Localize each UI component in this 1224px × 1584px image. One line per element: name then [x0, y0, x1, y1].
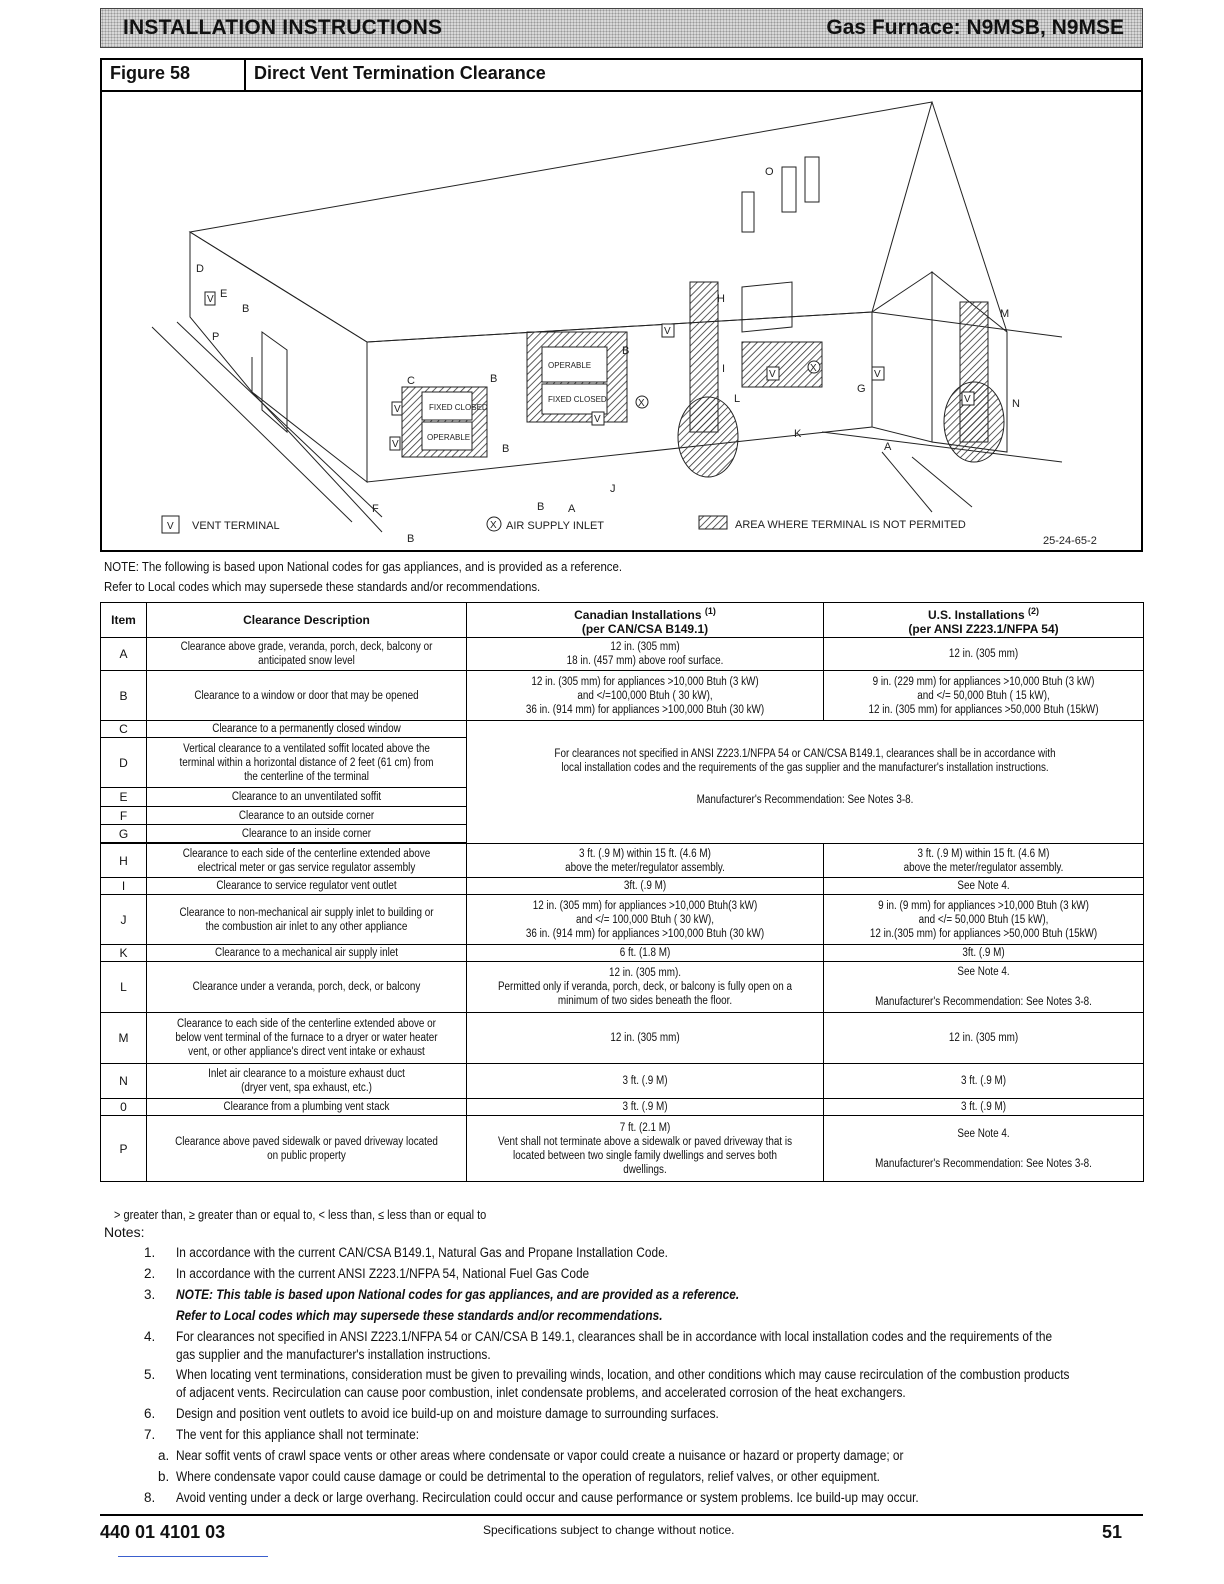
- table-row: F Clearance to an outside corner: [101, 807, 1144, 825]
- vent-mark-2: V: [394, 404, 401, 415]
- vent-mark-5: V: [594, 414, 601, 425]
- dim-label-a-right: A: [884, 441, 892, 453]
- dim-label-h: H: [717, 293, 725, 305]
- dim-label-d: D: [196, 263, 204, 275]
- vent-mark-6: V: [769, 369, 776, 380]
- dim-label-c: C: [407, 375, 415, 387]
- note-5a: When locating vent terminations, consideration must be given to prevailing winds, location, and other conditions which may cause recirculation of the combustion products: [176, 1367, 1070, 1382]
- document-number: 440 01 4101 03: [100, 1522, 226, 1542]
- note-6: Design and position vent outlets to avoid ice build-up on and moisture damage to surrounding surfaces.: [176, 1406, 719, 1421]
- dim-label-i: I: [722, 363, 726, 375]
- note-1: In accordance with the current CAN/CSA B149.1, Natural Gas and Propane Installation Code.: [176, 1245, 668, 1260]
- figure-box: [100, 58, 1143, 552]
- table-row: G Clearance to an inside corner: [101, 825, 1144, 843]
- dim-label-j: J: [610, 483, 616, 495]
- note-7: The vent for this appliance shall not terminate:: [176, 1427, 420, 1442]
- table-row: D Vertical clearance to a ventilated soffit located above the terminal within a horizontal distance of 2 feet (61 cm) from the centerline of the terminal: [101, 738, 1144, 788]
- note-num: a.: [158, 1448, 170, 1463]
- header-can: Canadian Installations $^{(1)}$ (per CAN/CSA B149.1): [467, 603, 824, 638]
- window-label-fixed: FIXED CLOSED: [429, 403, 488, 412]
- note-num: 8.: [144, 1490, 156, 1505]
- table-row: L Clearance under a veranda, porch, deck, or balcony 12 in. (305 mm). Permitted only if veranda, porch, deck, or balcony is fully open on a minimum of two sides beneath the floor. See Note 4. Manufacturer's Recommendation: See Notes 3-8.: [101, 962, 1144, 1013]
- header-desc: Clearance Description: [147, 603, 467, 638]
- legend-inlet-circle: X: [490, 520, 497, 531]
- note-7a: Near soffit vents of crawl space vents or other areas where condensate or vapor could create a nuisance or hazard or property damage; or: [176, 1448, 904, 1463]
- table-row: H Clearance to each side of the centerline extended above electrical meter or gas service regulator assembly 3 ft. (.9 M) within 15 ft. (4.6 M) above the meter/regulator assembly. 3 ft. (.9 M) within 15 ft. (4.6 M) above the meter/regulator assembly.: [101, 844, 1144, 878]
- dim-label-f: F: [372, 503, 379, 515]
- note-num: b.: [158, 1469, 170, 1484]
- table-row: 0 Clearance from a plumbing vent stack 3 ft. (.9 M) 3 ft. (.9 M): [101, 1099, 1144, 1116]
- intro-note-1: NOTE: The following is based upon National codes for gas appliances, and is provided as a reference.: [104, 559, 623, 574]
- table-row: E Clearance to an unventilated soffit: [101, 788, 1144, 807]
- figure-number: Figure 58: [110, 63, 191, 83]
- dim-label-e: E: [220, 288, 228, 300]
- table-row: J Clearance to non-mechanical air supply inlet to building or the combustion air inlet to any other appliance 12 in. (305 mm) for appliances >10,000 Btuh(3 kW) and </= 100,000 Btuh ( 30 kW), 36 in. (914 mm) for appliances >100,000 Btuh (30 kW) 9 in. (9 mm) for appliances >10,000 Btuh (3 kW) and </= 50,000 Btuh (15 kW), 12 in.(305 mm) for appliances >50,000 Btuh (15kW): [101, 895, 1144, 945]
- dim-label-p: P: [212, 331, 220, 343]
- header-title: INSTALLATION INSTRUCTIONS: [123, 16, 443, 39]
- note-7b: Where condensate vapor could cause damage or could be detrimental to the operation of regulators, relief valves, or other equipment.: [176, 1469, 880, 1484]
- dim-label-b-lower: B: [502, 443, 510, 455]
- note-num: 7.: [144, 1427, 156, 1442]
- note-3a: NOTE: This table is based upon National codes for gas appliances, and are provided as a reference.: [176, 1287, 740, 1302]
- page-number: 51: [1102, 1522, 1123, 1542]
- table-row: C Clearance to a permanently closed window For clearances not specified in ANSI Z223.1/NFPA 54 or CAN/CSA B149.1, clearances shall be in accordance with local installation codes and the requirements of the gas supplier and the manufacturer's installation instructions. Manufacturer's Recommendation: See Notes 3-8.: [101, 721, 1144, 738]
- page-header: [100, 8, 1143, 48]
- dim-label-b-right: B: [622, 345, 630, 357]
- dim-label-m: M: [1000, 308, 1010, 320]
- note-8: Avoid venting under a deck or large overhang. Recirculation could occur and cause performance or system problems. Ice build-up may occur.: [176, 1490, 919, 1505]
- dim-label-l: L: [734, 393, 741, 405]
- dim-label-a: A: [568, 503, 576, 515]
- figure-caption: [102, 60, 1141, 92]
- header-product: Gas Furnace: N9MSB, N9MSE: [826, 16, 1124, 39]
- vent-mark-4: V: [664, 326, 671, 337]
- note-3b: Refer to Local codes which may supersede these standards and/or recommendations.: [176, 1308, 663, 1323]
- table-row: A Clearance above grade, veranda, porch, deck, balcony or anticipated snow level 12 in. (305 mm) 18 in. (457 mm) above roof surface. 12 in. (305 mm): [101, 638, 1144, 671]
- inlet-mark-2: X: [810, 363, 817, 374]
- vent-mark-3: V: [392, 439, 399, 450]
- table-row: M Clearance to each side of the centerline extended above or below vent terminal of the furnace to a dryer or water heater vent, or other appliance's direct vent intake or exhaust 12 in. (305 mm) 12 in. (305 mm): [101, 1013, 1144, 1064]
- note-num: 6.: [144, 1406, 156, 1421]
- dim-label-b-left: B: [242, 303, 250, 315]
- footer-rule: [100, 1514, 1143, 1516]
- symbol-legend: > greater than, ≥ greater than or equal to, < less than, ≤ less than or equal to: [114, 1208, 487, 1222]
- note-4a: For clearances not specified in ANSI Z223.1/NFPA 54 or CAN/CSA B 149.1, clearances shall be in accordance with local installation codes and the requirements of the: [176, 1329, 1053, 1344]
- dim-label-g: G: [857, 383, 866, 395]
- note-num: 1.: [144, 1245, 156, 1260]
- inlet-mark-1: X: [638, 398, 645, 409]
- vent-mark-8: V: [964, 394, 971, 405]
- notes-title: Notes:: [104, 1224, 145, 1240]
- legend-air-supply-inlet: AIR SUPPLY INLET: [506, 520, 605, 532]
- dim-label-b-mid: B: [490, 373, 498, 385]
- legend-area-not-permitted: AREA WHERE TERMINAL IS NOT PERMITED: [735, 519, 966, 531]
- note-num: 2.: [144, 1266, 156, 1281]
- vent-mark-1: V: [207, 294, 214, 305]
- table-row: N Inlet air clearance to a moisture exhaust duct (dryer vent, spa exhaust, etc.) 3 ft. (.9 M) 3 ft. (.9 M): [101, 1064, 1144, 1099]
- figure-title: Direct Vent Termination Clearance: [254, 63, 546, 83]
- spec-notice: Specifications subject to change without notice.: [483, 1523, 735, 1537]
- dim-label-b-bottom: B: [407, 533, 415, 545]
- legend-vent-terminal: VENT TERMINAL: [192, 520, 280, 532]
- table-row: I Clearance to service regulator vent outlet 3ft. (.9 M) See Note 4.: [101, 878, 1144, 895]
- dim-label-b-under: B: [537, 501, 545, 513]
- note-num: 4.: [144, 1329, 156, 1344]
- clearance-table: [100, 602, 1144, 1182]
- dim-label-k: K: [794, 428, 802, 440]
- window-label-fixed-2: FIXED CLOSED: [548, 395, 607, 404]
- vent-mark-7: V: [874, 369, 881, 380]
- header-us: U.S. Installations $^{(2)}$ (per ANSI Z223.1/NFPA 54): [824, 603, 1144, 638]
- window-label-operable-2: OPERABLE: [548, 361, 592, 370]
- note-2: In accordance with the current ANSI Z223.1/NFPA 54, National Fuel Gas Code: [176, 1266, 590, 1281]
- window-label-operable: OPERABLE: [427, 433, 471, 442]
- note-5b: of adjacent vents. Recirculation can cause poor combustion, inlet condensate problems, and accelerated corrosion of the heat exchangers.: [176, 1385, 906, 1400]
- note-num: 5.: [144, 1367, 156, 1382]
- caption-divider: [244, 60, 246, 90]
- table-row: K Clearance to a mechanical air supply inlet 6 ft. (1.8 M) 3ft. (.9 M): [101, 945, 1144, 962]
- note-num: 3.: [144, 1287, 156, 1302]
- dim-label-o: O: [765, 166, 774, 178]
- intro-note-2: Refer to Local codes which may supersede these standards and/or recommendations.: [104, 579, 541, 594]
- table-header-row: [101, 603, 1144, 638]
- table-row: B Clearance to a window or door that may be opened 12 in. (305 mm) for appliances >10,000 Btuh (3 kW) and </=100,000 Btuh ( 30 kW), 36 in. (914 mm) for appliances >100,000 Btuh (30 kW) 9 in. (229 mm) for appliances >10,000 Btuh (3 kW) and </= 50,000 Btuh ( 15 kW), 12 in. (305 mm) for appliances >50,000 Btuh (15kW): [101, 671, 1144, 721]
- link-underline: [118, 1556, 268, 1557]
- note-4b: gas supplier and the manufacturer's installation instructions.: [176, 1347, 491, 1362]
- merged-cell-c-g: For clearances not specified in ANSI Z223.1/NFPA 54 or CAN/CSA B149.1, clearances shall be in accordance with local installation codes and the requirements of the gas supplier and the manufacturer's installation instructions. Manufacturer's Recommendation: See Notes 3-8.: [467, 721, 1144, 844]
- table-row: P Clearance above paved sidewalk or paved driveway located on public property 7 ft. (2.1 M) Vent shall not terminate above a sidewalk or paved driveway that is located between two single family dwellings and serves both dwellings. See Note 4. Manufacturer's Recommendation: See Notes 3-8.: [101, 1116, 1144, 1182]
- header-item: Item: [101, 603, 147, 638]
- vent-clearance-diagram: [102, 92, 1141, 550]
- dim-label-n: N: [1012, 398, 1020, 410]
- figure-code: 25-24-65-2: [1043, 535, 1097, 547]
- legend-vent-box: V: [167, 521, 174, 532]
